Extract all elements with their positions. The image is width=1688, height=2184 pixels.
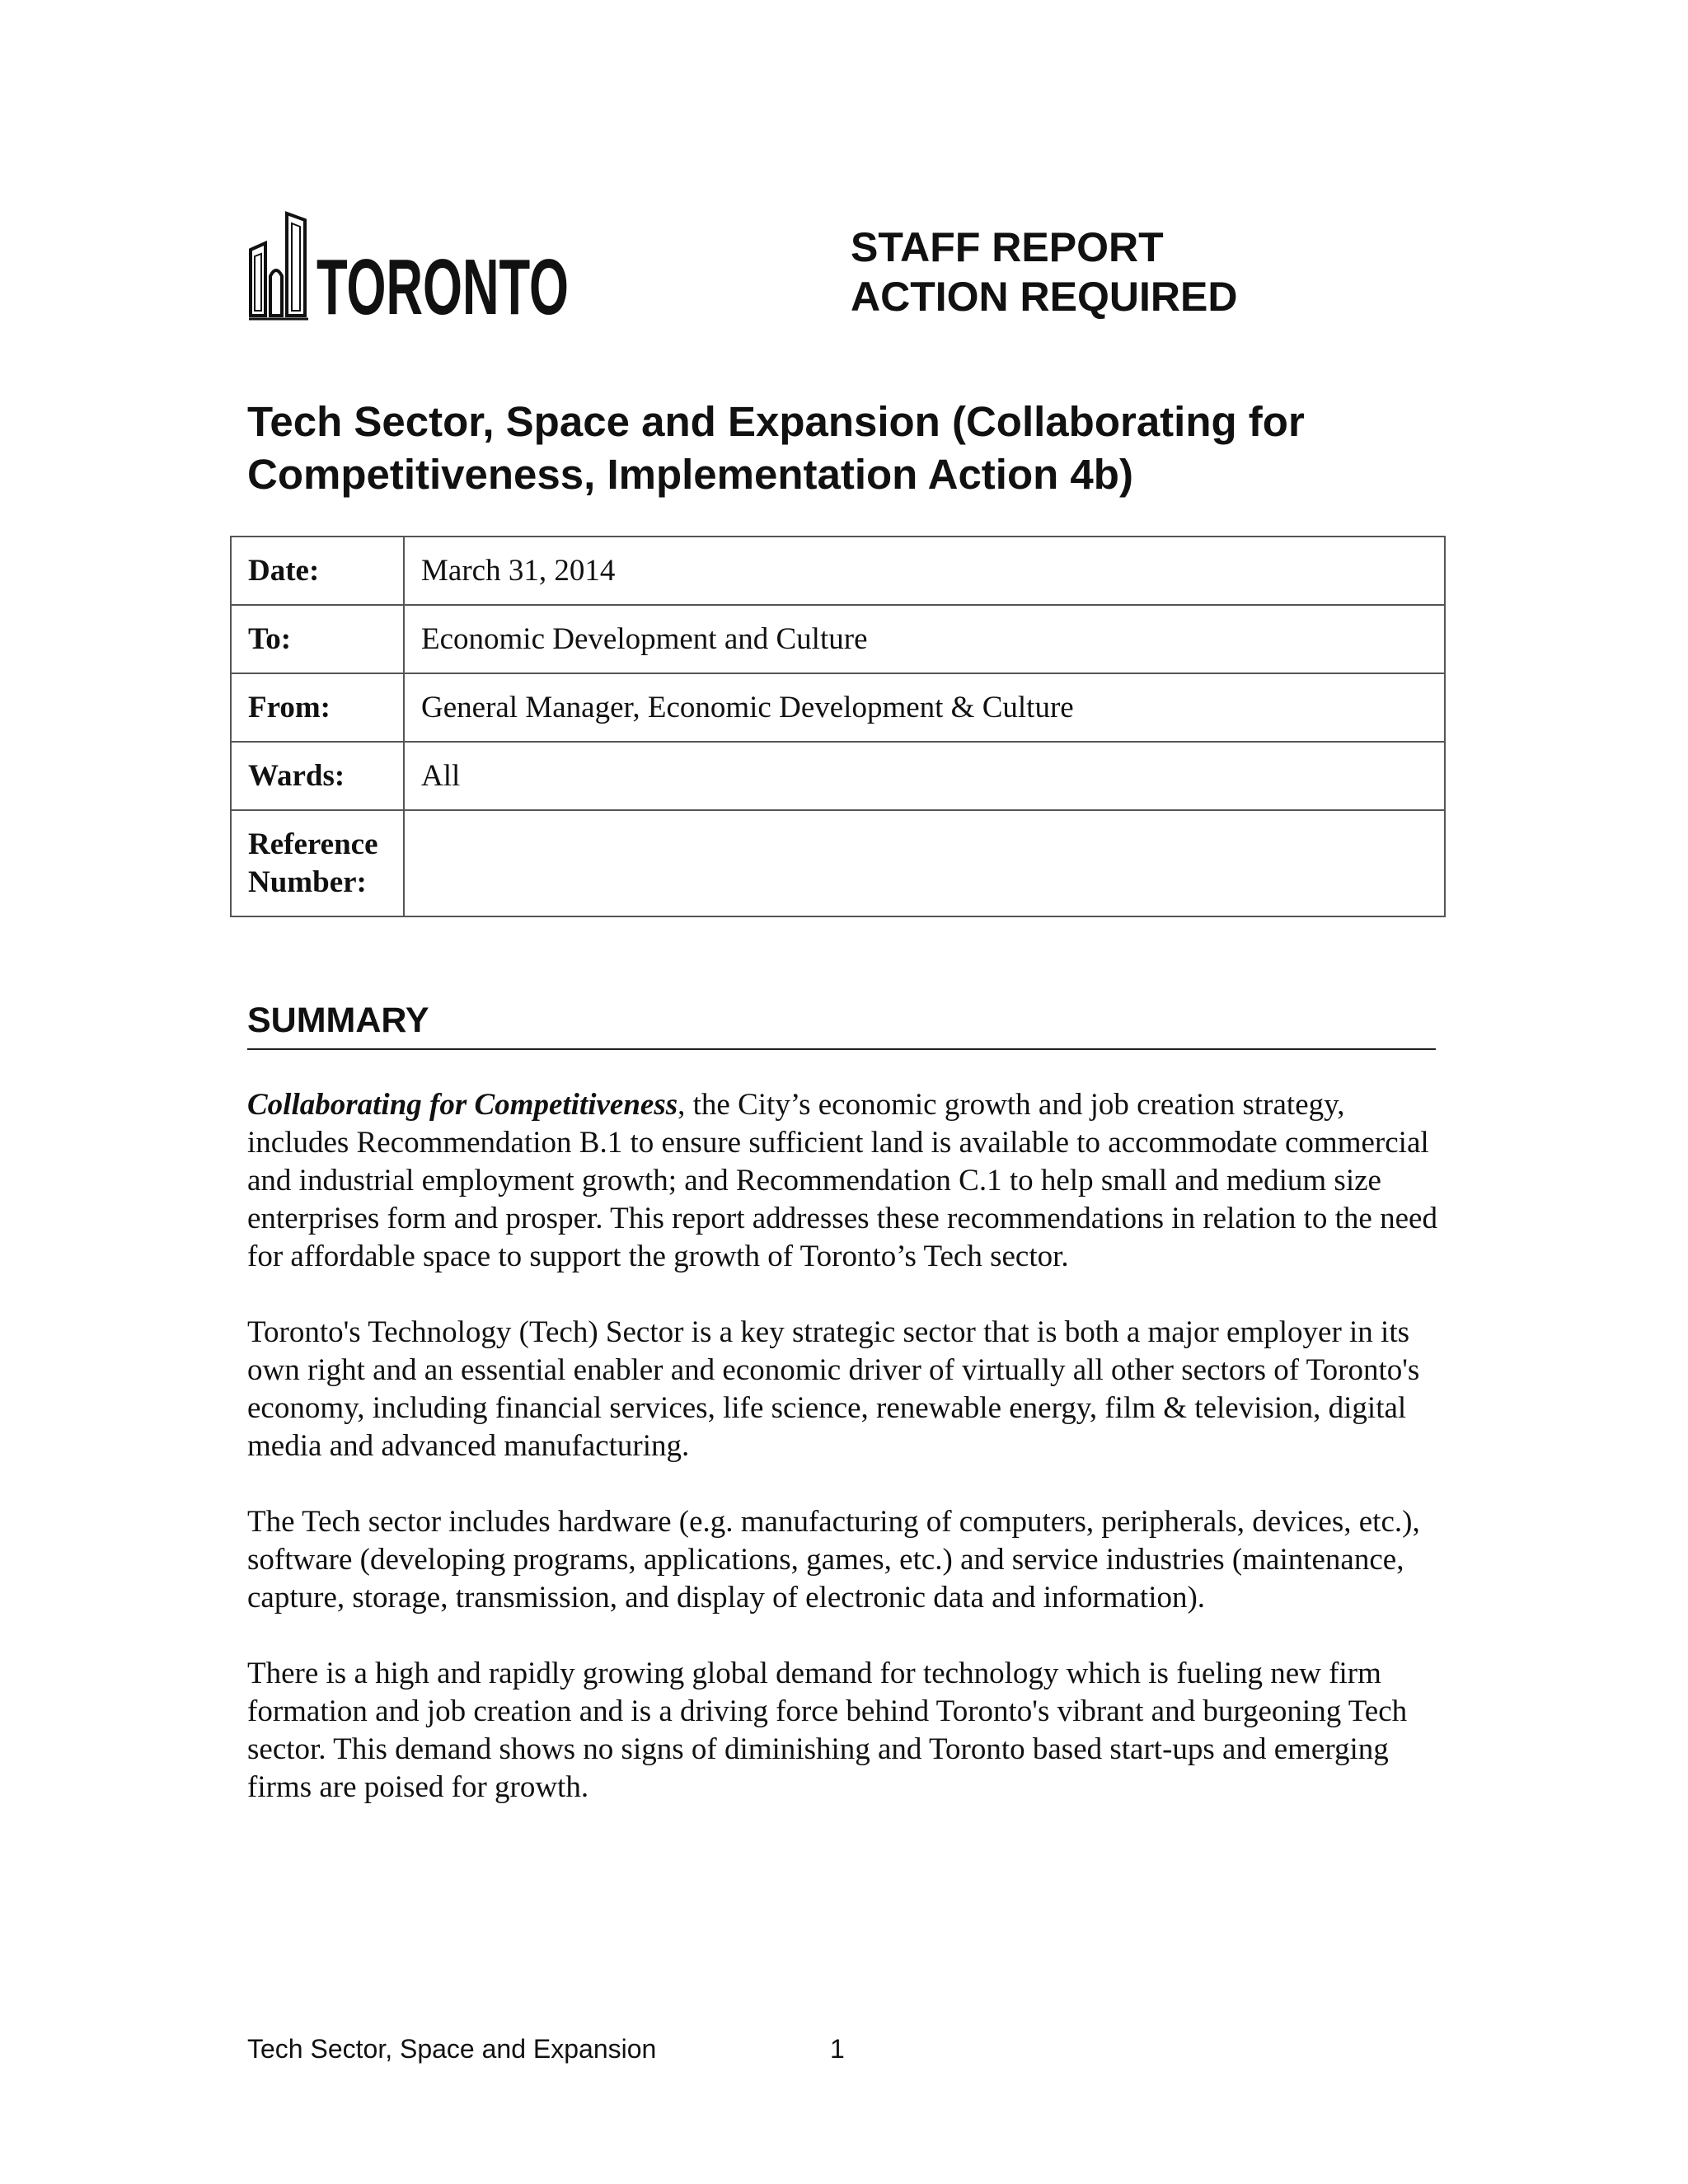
- report-type-line1: STAFF REPORT: [851, 224, 1164, 270]
- page-number: 1: [830, 2034, 845, 2064]
- summary-paragraph-3: The Tech sector includes hardware (e.g. manufacturing of computers, peripherals, devices, etc.), software (developing programs, applications, games, etc.) and service industries (maintenance, capture, storage, transmission, and display of electronic data and information).: [247, 1505, 1420, 1615]
- report-type-line2: ACTION REQUIRED: [851, 274, 1238, 320]
- city-hall-towers-icon: [249, 213, 308, 319]
- from-label: From:: [231, 673, 404, 742]
- summary-paragraph-1: [247, 1086, 1438, 1276]
- footer-title: Tech Sector, Space and Expansion: [247, 2034, 657, 2064]
- summary-heading: SUMMARY: [247, 997, 1436, 1050]
- table-row-to: [231, 605, 1445, 673]
- wards-value: All: [404, 742, 1445, 810]
- report-type: [851, 223, 1237, 321]
- document-title: [247, 396, 1451, 501]
- summary-paragraph-4: There is a high and rapidly growing global demand for technology which is fueling new firm formation and job creation and is a driving force behind Toronto's vibrant and burgeoning Tech sector. This demand shows no signs of diminishing and Toronto based start-ups and emerging firms are poised for growth.: [247, 1657, 1408, 1804]
- table-row-wards: [231, 742, 1445, 810]
- reference-number-value: [404, 810, 1445, 916]
- to-label: To:: [231, 605, 404, 673]
- report-info-table: [230, 536, 1446, 917]
- to-value: Economic Development and Culture: [404, 605, 1445, 673]
- date-value: March 31, 2014: [404, 537, 1445, 605]
- table-row-reference-number: [231, 810, 1445, 916]
- strategy-name-emphasis: Collaborating for Competitiveness: [247, 1088, 678, 1122]
- summary-body: [247, 1086, 1438, 1844]
- summary-paragraph-1-text: , the City’s economic growth and job creation strategy, includes Recommendation B.1 to ensure sufficient land is available to accommodate commercial and industrial employment growth; and Recommendation C.1 to help small and medium size enterprises form and prosper. This report addresses these recommendations in relation to the need for affordable space to support the growth of Toronto’s Tech sector.: [247, 1088, 1437, 1273]
- reference-number-label: [231, 810, 404, 916]
- city-of-toronto-logo: [247, 210, 577, 331]
- document-title-line2: Competitiveness, Implementation Action 4b): [247, 451, 1133, 498]
- summary-paragraph-2: Toronto's Technology (Tech) Sector is a key strategic sector that is both a major employer in its own right and an essential enabler and economic driver of virtually all other sectors of Toronto's economy, including financial services, life science, renewable energy, film & television, digital media and advanced manufacturing.: [247, 1315, 1420, 1463]
- date-label: Date:: [231, 537, 404, 605]
- reference-label-line2: Number:: [248, 865, 367, 899]
- table-row-date: [231, 537, 1445, 605]
- reference-label-line1: Reference: [248, 827, 378, 861]
- from-value: General Manager, Economic Development & Culture: [404, 673, 1445, 742]
- logo-wordmark: TORONTO: [316, 243, 569, 331]
- wards-label: Wards:: [231, 742, 404, 810]
- table-row-from: [231, 673, 1445, 742]
- document-title-line1: Tech Sector, Space and Expansion (Collaborating for: [247, 398, 1305, 445]
